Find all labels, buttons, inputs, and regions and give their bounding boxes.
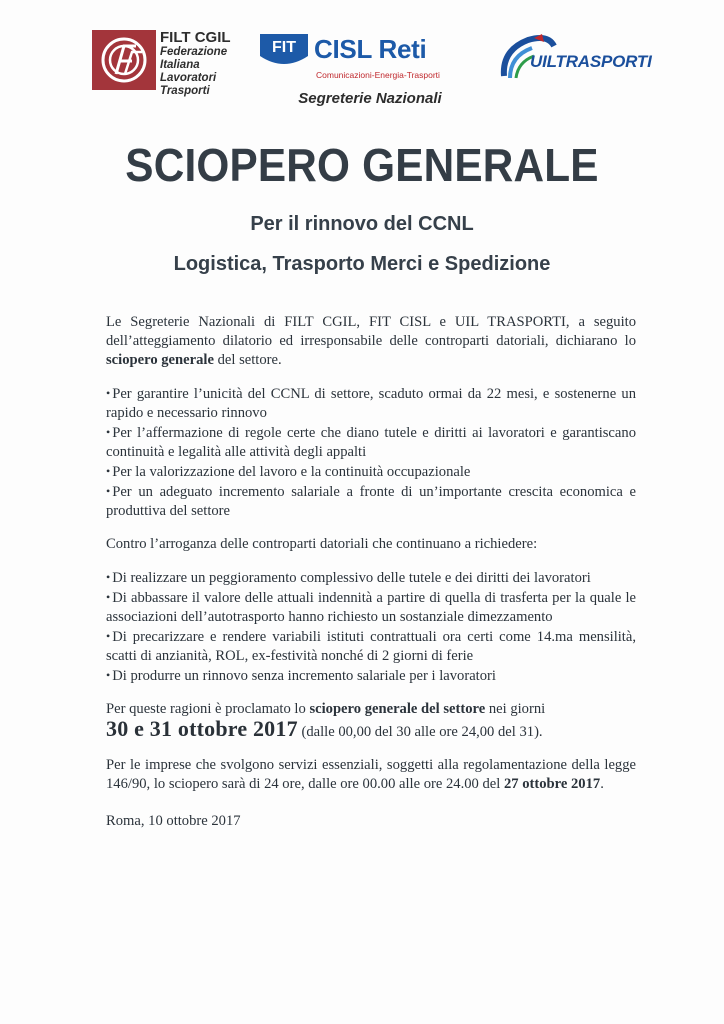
cisl-reti-name: CISL Reti [314,34,427,64]
bullet-icon: • [106,484,111,498]
fit-badge-text: FIT [272,39,296,56]
signature-place-date: Roma, 10 ottobre 2017 [106,813,241,829]
essential-text-end: . [600,776,604,792]
reason-item [106,384,636,423]
fit-cisl-logo [258,30,458,90]
bullet-icon: • [106,590,111,604]
essential-date: 27 ottobre 2017 [503,776,601,792]
demand-item [106,568,636,588]
essential-text: Per le imprese che svolgono servizi essenziali, soggetti alla regolamentazione della legge 146/90, lo sciopero sarà di 24 ore, dalle ore 00.00 alle ore 24.00 del [106,757,636,792]
bullet-icon: • [106,425,111,439]
reason-text: Per la valorizzazione del lavoro e la continuità occupazionale [112,464,471,480]
filt-line-2: Italiana [160,59,200,71]
filt-line-3: Lavoratori [160,72,217,84]
demand-item [106,627,636,666]
uiltrasporti-name: UILTRASPORTI [530,52,652,71]
strike-dates-line [106,716,636,742]
strike-dates: 30 e 31 ottobre 2017 [106,716,298,741]
proclamation-text-end: nei giorni [485,701,546,717]
fit-badge-icon [258,32,310,70]
demand-item [106,666,636,686]
bullet-icon: • [106,464,111,478]
flyer-body [106,313,636,831]
contro-paragraph: Contro l’arroganza delle controparti datoriali che continuano a richiedere: [106,536,538,552]
intro-paragraph [106,313,636,370]
bullet-icon: • [106,629,111,643]
reason-text: Per un adeguato incremento salariale a fronte di un’importante crescita economica e produttiva del settore [106,484,636,519]
demand-item [106,588,636,627]
intro-bold: sciopero generale [106,352,214,368]
reason-text: Per l’affermazione di regole certe che diano tutele e diritti ai lavoratori e garantiscano continuità e legalità alle attività degli appalti [106,425,636,460]
intro-text-end: del settore. [213,352,282,368]
filt-line-4: Trasporti [160,85,210,97]
bullet-icon: • [106,668,111,682]
reason-text: Per garantire l’unicità del CCNL di settore, scaduto ormai da 22 mesi, e sostenerne un rapido e necessario rinnovo [106,386,636,421]
intro-text: Le Segreterie Nazionali di FILT CGIL, FIT CISL e UIL TRASPORTI, a seguito dell’atteggiamento dilatorio ed irresponsabile delle controparti datoriali, dichiarano lo [106,314,636,349]
reason-item [106,462,636,482]
reason-item [106,423,636,462]
filt-cgil-logo [92,30,156,90]
demand-text: Di realizzare un peggioramento complessivo delle tutele e dei diritti dei lavoratori [112,570,591,586]
demand-text: Di produrre un rinnovo senza incremento salariale per i lavoratori [112,668,496,684]
demand-text: Di precarizzare e rendere variabili istituti contrattuali ora certi come 14.ma mensilità, scatti di anzianità, ROL, ex-festività nonché di 2 giorni di ferie [106,629,636,664]
demand-text: Di abbassare il valore delle attuali indennità a partire di quella di trasferta per la quale le associazioni dell’autotrasporto hanno richiesto un sostanziale dimezzamento [106,590,636,625]
bullet-icon: • [106,386,111,400]
subtitle-ccnl: Per il rinnovo del CCNL [250,213,474,235]
filt-name: FILT CGIL [160,29,231,46]
subtitle-sector: Logistica, Trasporto Merci e Spedizione [173,253,551,275]
essential-services-paragraph [106,756,636,794]
reason-item [106,482,636,521]
filt-cgil-wordmark [160,30,231,98]
main-title: SCIOPERO GENERALE [125,139,599,191]
cisl-tagline: Comunicazioni-Energia-Trasporti [316,70,440,80]
bullet-icon: • [106,570,111,584]
proclamation-text: Per queste ragioni è proclamato lo [106,701,310,717]
uiltrasporti-logo [498,32,668,88]
proclamation-bold: sciopero generale del settore [309,701,486,717]
strike-hours: (dalle 00,00 del 30 alle ore 24,00 del 31). [301,724,543,740]
segreterie-nazionali: Segreterie Nazionali [298,90,442,107]
filt-line-1: Federazione [160,46,228,58]
